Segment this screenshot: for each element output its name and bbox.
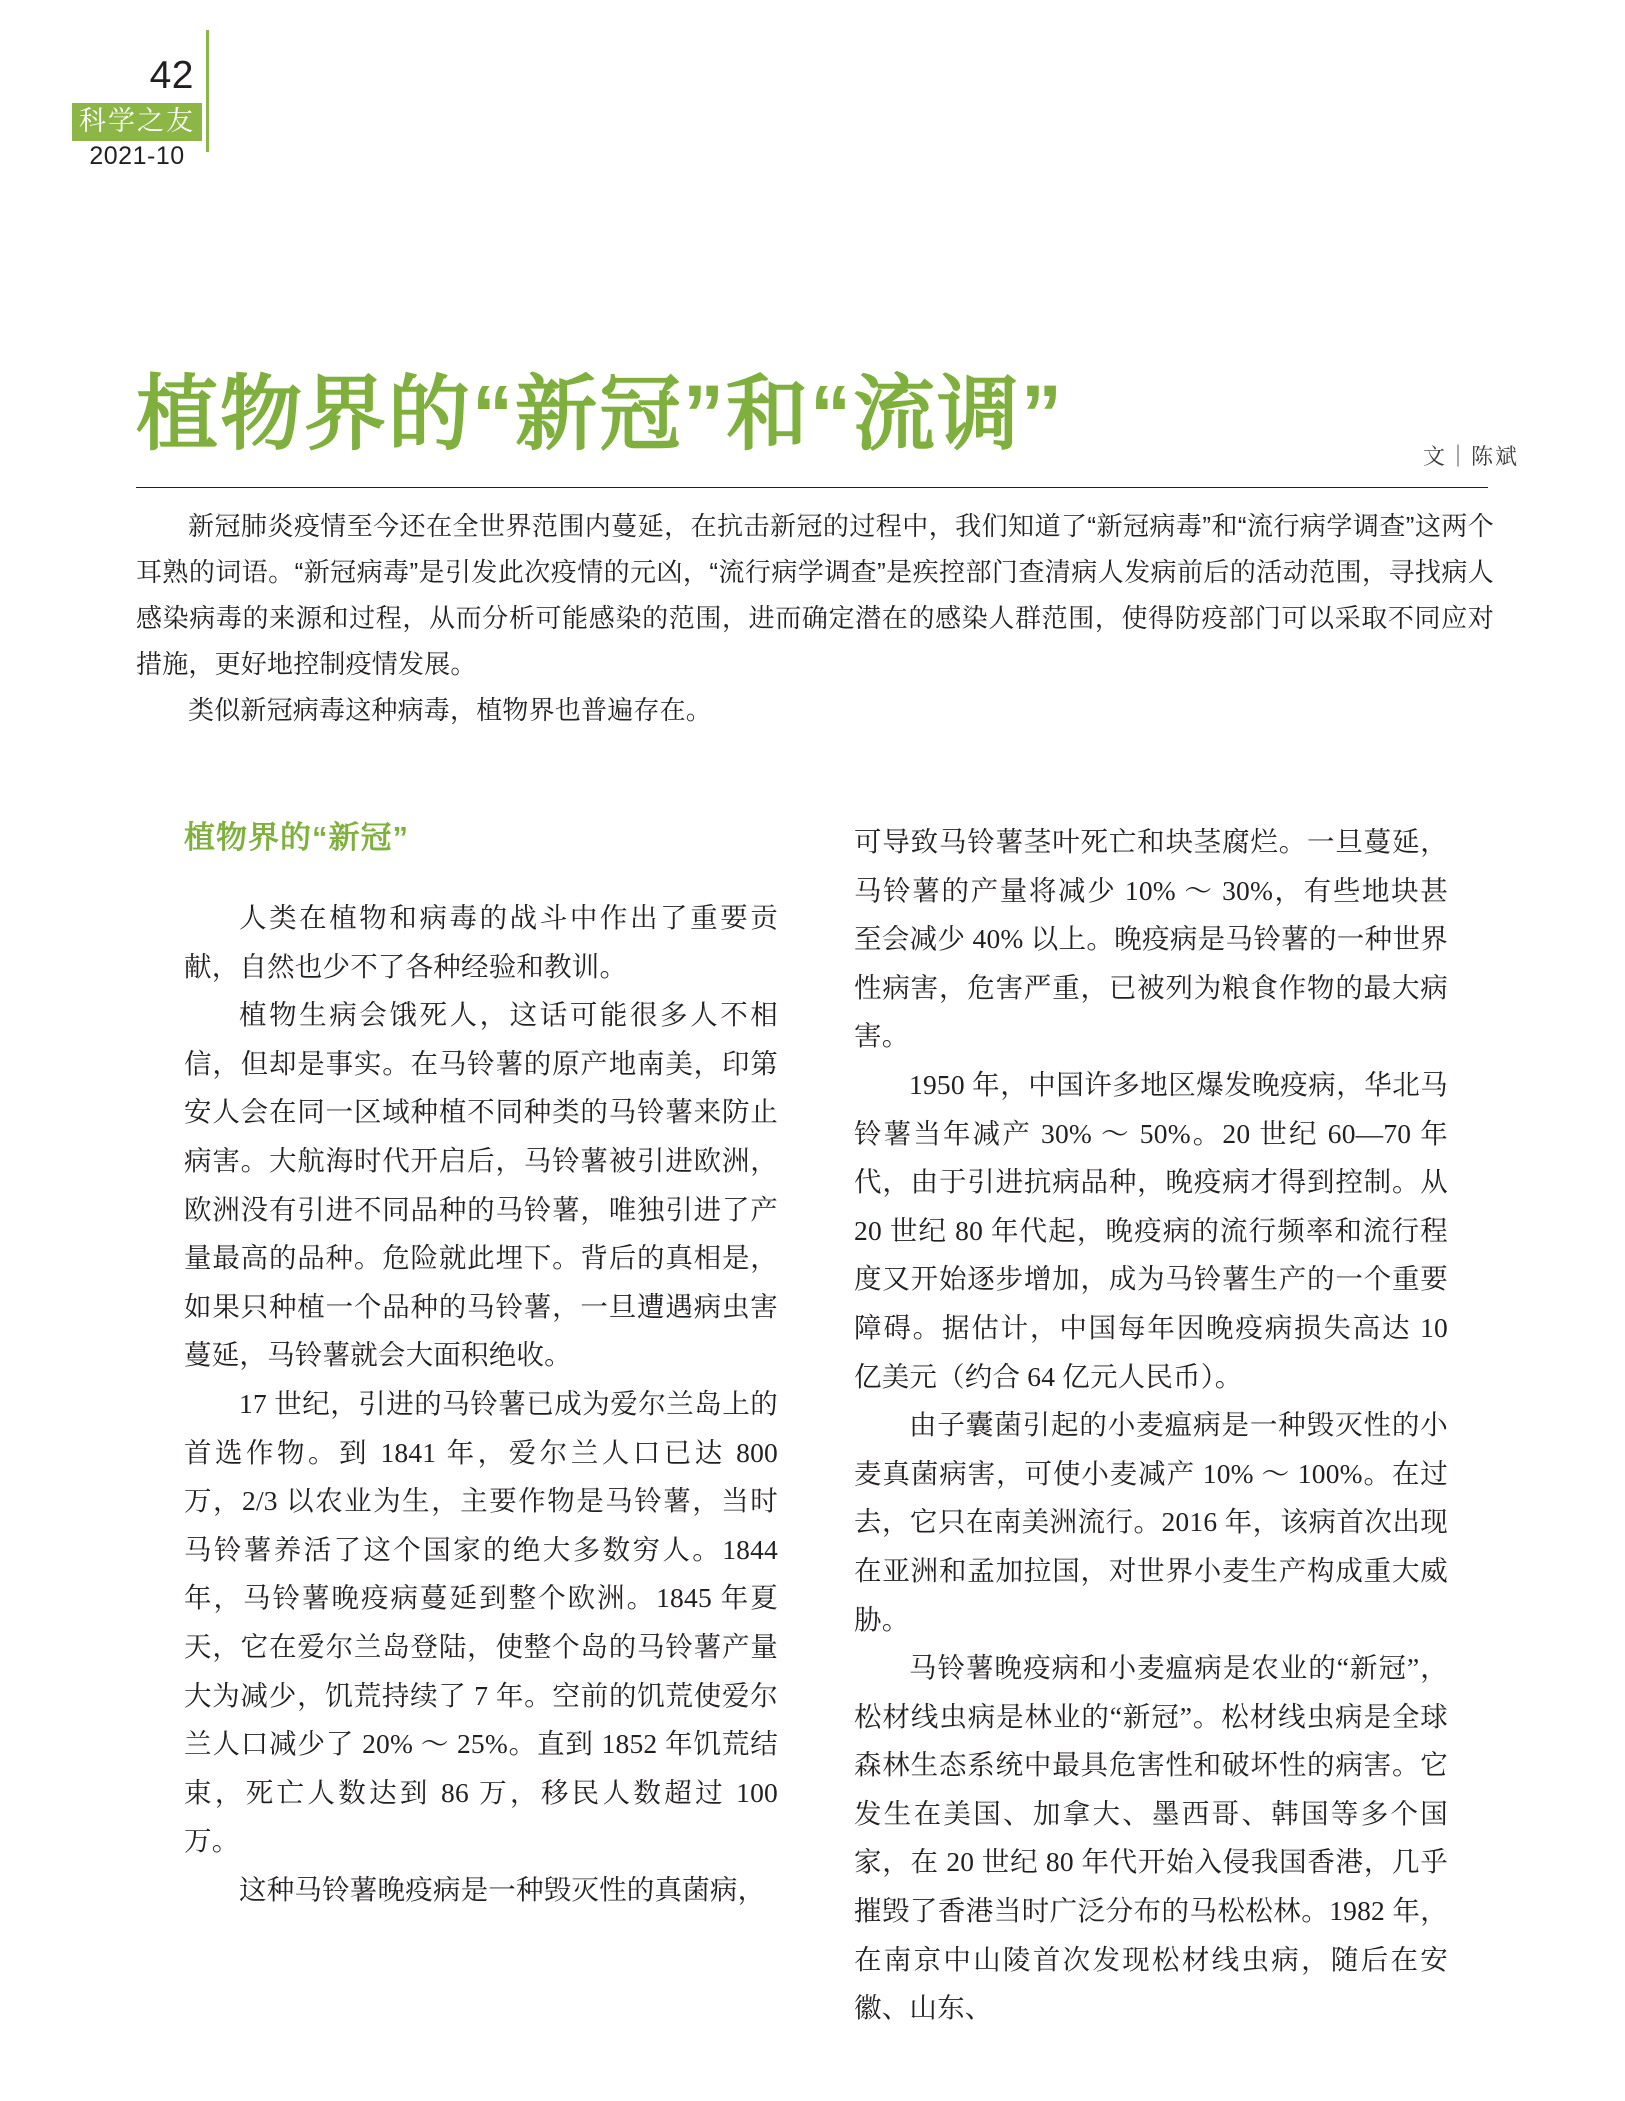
folio-accent-rule [206, 30, 209, 152]
right-column [854, 818, 1448, 2033]
section-heading-plant-covid: 植物界的“新冠” [184, 820, 409, 855]
left-column [184, 818, 778, 1914]
article-title: 植物界的“新冠”和“流调” [136, 368, 1065, 460]
issue-date: 2021-10 [89, 142, 185, 170]
magazine-name-badge: 科学之友 [72, 103, 202, 141]
article-byline: 文｜陈斌 [1422, 444, 1519, 469]
lead-paragraph-1: 新冠肺炎疫情至今还在全世界范围内蔓延，在抗击新冠的过程中，我们知道了“新冠病毒”和“流行病学调查”这两个耳熟的词语。“新冠病毒”是引发此次疫情的元凶，“流行病学调查”是疾控部门查清病人发病前后的活动范围，寻找病人感染病毒的来源和过程，从而分析可能感染的范围，进而确定潜在的感染人群范围，使得防疫部门可以采取不同应对措施，更好地控制疫情发展。 [136, 511, 1494, 679]
paragraph: 这种马铃薯晚疫病是一种毁灭性的真菌病， [239, 1873, 766, 1905]
lead-paragraphs [136, 503, 1494, 733]
paragraph: 17 世纪，引进的马铃薯已成为爱尔兰岛上的首选作物。到 1841 年，爱尔兰人口已达 800 万，2/3 以农业为生，主要作物是马铃薯，当时马铃薯养活了这个国家的绝大多数穷人。1844 年，马铃薯晚疫病蔓延到整个欧洲。1845 年夏天，它在爱尔兰岛登陆，使整个岛的马铃薯产量大为减少，饥荒持续了 7 年。空前的饥荒使爱尔兰人口减少了 20% ～ 25%。直到 1852 年饥荒结束，死亡人数达到 86 万，移民人数超过 100 万。 [184, 1387, 778, 1857]
left-column-body [184, 894, 778, 1914]
paragraph: 1950 年，中国许多地区爆发晚疫病，华北马铃薯当年减产 30% ～ 50%。20 世纪 60—70 年代，由于引进抗病品种，晚疫病才得到控制。从 20 世纪 80 年代起，晚疫病的流行频率和流行程度又开始逐步增加，成为马铃薯生产的一个重要障碍。据估计，中国每年因晚疫病损失高达 10 亿美元（约合 64 亿元人民币）。 [854, 1068, 1448, 1392]
title-divider-rule [136, 487, 1488, 488]
right-column-body [854, 818, 1448, 2033]
paragraph: 马铃薯晚疫病和小麦瘟病是农业的“新冠”，松材线虫病是林业的“新冠”。松材线虫病是全球森林生态系统中最具危害性和破坏性的病害。它发生在美国、加拿大、墨西哥、韩国等多个国家，在 20 世纪 80 年代开始入侵我国香港，几乎摧毁了香港当时广泛分布的马松松林。1982 年，在南京中山陵首次发现松材线虫病，随后在安徽、山东、 [854, 1652, 1448, 2024]
paragraph: 人类在植物和病毒的战斗中作出了重要贡献，自然也少不了各种经验和教训。 [184, 902, 778, 982]
body-columns [136, 818, 1496, 2028]
lead-paragraph-2: 类似新冠病毒这种病毒，植物界也普遍存在。 [188, 695, 713, 725]
paragraph: 由子囊菌引起的小麦瘟病是一种毁灭性的小麦真菌病害，可使小麦减产 10% ～ 100%。在过去，它只在南美洲流行。2016 年，该病首次出现在亚洲和孟加拉国，对世界小麦生产构成重大威胁。 [854, 1409, 1448, 1635]
masthead-folio [62, 30, 202, 171]
paragraph: 可导致马铃薯茎叶死亡和块茎腐烂。一旦蔓延，马铃薯的产量将减少 10% ～ 30%，有些地块甚至会减少 40% 以上。晚疫病是马铃薯的一种世界性病害，危害严重，已被列为粮食作物的最大病害。 [854, 826, 1448, 1052]
page-number: 42 [149, 54, 194, 97]
paragraph: 植物生病会饿死人，这话可能很多人不相信，但却是事实。在马铃薯的原产地南美，印第安人会在同一区域种植不同种类的马铃薯来防止病害。大航海时代开启后，马铃薯被引进欧洲，欧洲没有引进不同品种的马铃薯，唯独引进了产量最高的品种。危险就此埋下。背后的真相是，如果只种植一个品种的马铃薯，一旦遭遇病虫害蔓延，马铃薯就会大面积绝收。 [184, 999, 778, 1371]
